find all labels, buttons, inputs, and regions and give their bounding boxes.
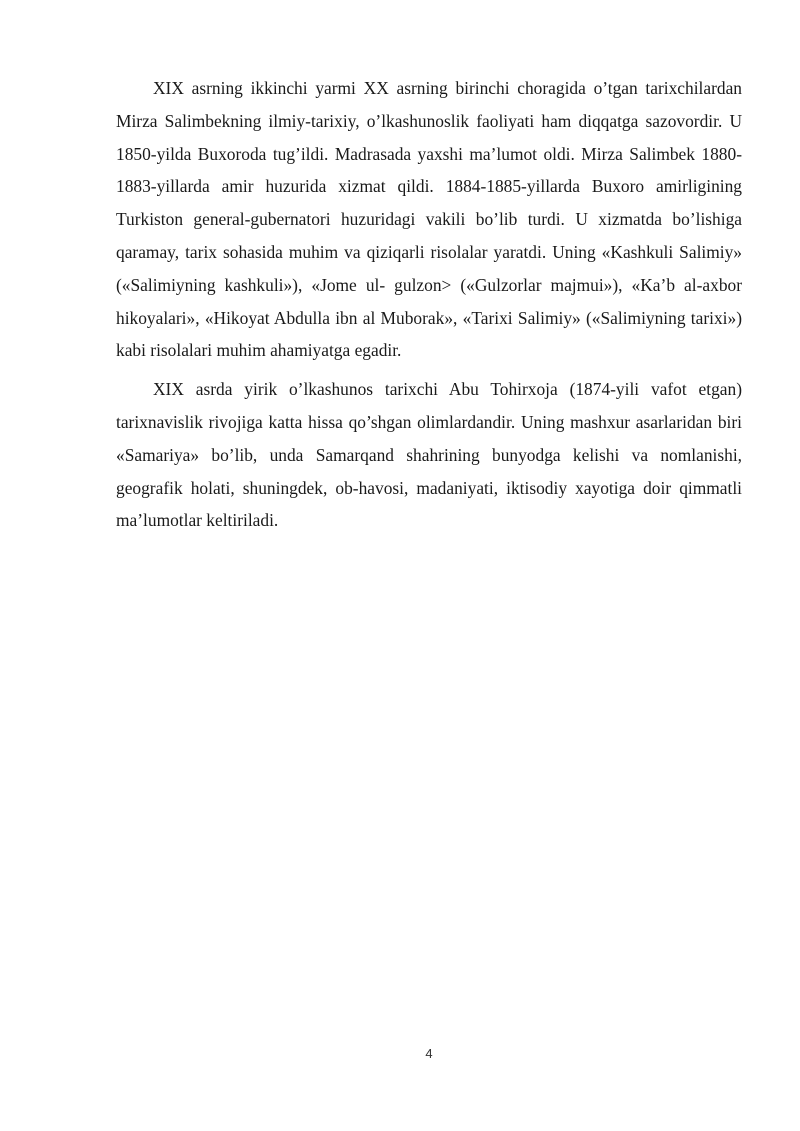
paragraph-abu-tohirxoja: XIX asrda yirik o’lkashunos tarixchi Abu Tohirxoja (1874-yili vafot etgan) tarixnavislik rivojiga katta hissa qo’shgan olimlardandir. Uning mashxur asarlaridan biri «Samariya» bo’lib, unda Samarqand shahrining bunyodga kelishi va nomlanishi, geografik holati, shuningdek, ob-havosi, madaniyati, iktisodiy xayotiga doir qimmatli ma’lumotlar keltiriladi.	[116, 379, 742, 531]
paragraph-mirza-salimbek: XIX asrning ikkinchi yarmi XX asrning birinchi choragida o’tgan tarixchilardan Mirza Salimbekning ilmiy-tarixiy, o’lkashunoslik faoliyati ham diqqatga sazovordir. U 1850-yilda Buxoroda tug’ildi. Madrasada yaxshi ma’lumot oldi. Mirza Salimbek 1880-1883-yillarda amir huzurida xizmat qildi. 1884-1885-yillarda Buxoro amirligining Turkiston general-gubernatori huzuridagi vakili bo’lib turdi. U xizmatda bo’lishiga qaramay, tarix sohasida muhim va qiziqarli risolalar yaratdi. Uning «Kashkuli Salimiy» («Salimiyning kashkuli»), «Jome ul- gulzon> («Gulzorlar majmui»), «Ka’b al-axbor hikoyalari», «Hikoyat Abdulla ibn al Muborak», «Tarixi Salimiy» («Salimiyning tarixi») kabi risolalari muhim ahamiyatga egadir.	[116, 78, 742, 361]
page-number: 4	[425, 1046, 433, 1061]
body-text	[116, 72, 742, 543]
